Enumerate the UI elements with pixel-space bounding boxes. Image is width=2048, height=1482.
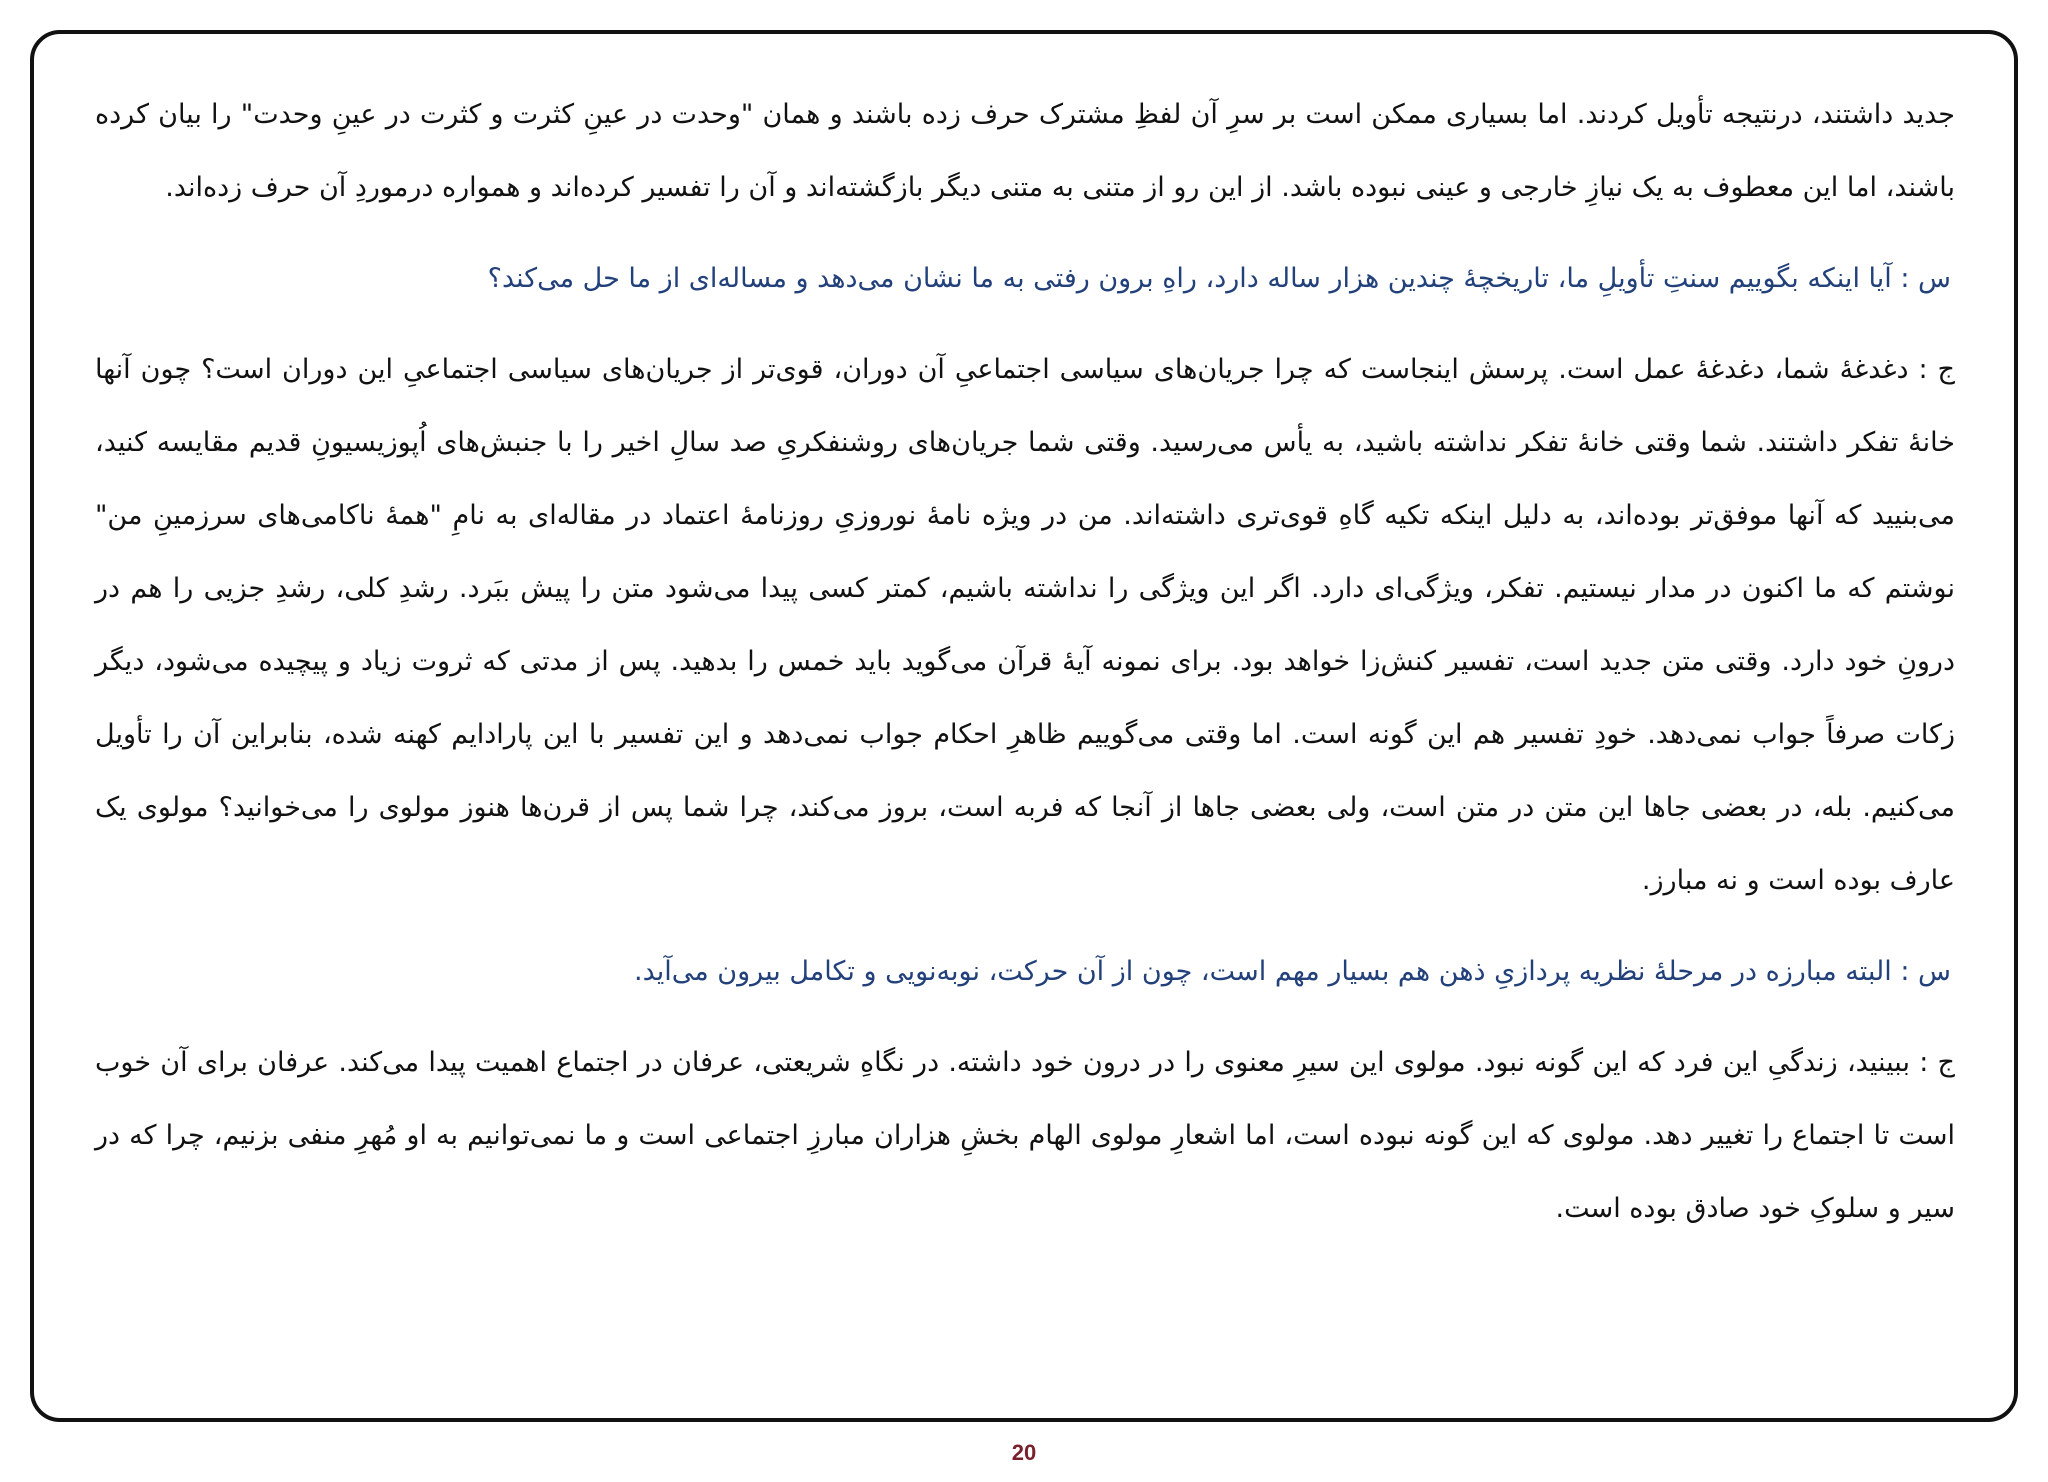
answer-paragraph-3: ج : ببینید، زندگیِ این فرد که این گونه نبود. مولوی این سیرِ معنوی را در درون خود داشته. در نگاهِ شریعتی، عرفان در اجتماع اهمیت پیدا می‌کند. عرفان برای آن خوب است تا اجتماع را تغییر دهد. مولوی که این گونه نبوده است، اما اشعارِ مولوی الهام بخشِ هزاران مبارزِ اجتماعی است و ما نمی‌توانیم به او مُهرِ منفی بزنیم، چرا که در سیر و سلوکِ خود صادق بوده است. <box>95 1047 1955 1224</box>
answer-paragraph-2: ج : دغدغهٔ شما، دغدغهٔ عمل است. پرسش اینجاست که چرا جریان‌های سیاسی اجتماعیِ آن دوران، قوی‌تر از جریان‌های سیاسی اجتماعیِ این دوران است؟ چون آنها خانهٔ تفکر داشتند. شما وقتی خانهٔ تفکر نداشته باشید، به یأس می‌رسید. وقتی شما جریان‌های روشنفکریِ صد سالِ اخیر را با جنبش‌های اُپوزیسیونِ قدیم مقایسه کنید، می‌بنیید که آنها موفق‌تر بوده‌اند، به دلیل اینکه تکیه گاهِ قوی‌تری داشته‌اند. من در ویژه نامهٔ نوروزیِ روزنامهٔ اعتماد در مقاله‌ای به نامِ "همهٔ ناکامی‌های سرزمینِ من" نوشتم که ما اکنون در مدار نیستیم. تفکر، ویژگی‌ای دارد. اگر این ویژگی را نداشته باشیم، کمتر کسی پیدا می‌شود متن را پیش ببَرد. رشدِ کلی، رشدِ جزیی را هم در درونِ خود دارد. وقتی متن جدید است، تفسیر کنش‌زا خواهد بود. برای نمونه آیهٔ قرآن می‌گوید باید خمس را بدهید. پس از مدتی که ثروت زیاد و پیچیده می‌شود، دیگر زکات صرفاً جواب نمی‌دهد. خودِ تفسیر هم این گونه است. اما وقتی می‌گوییم ظاهرِ احکام جواب نمی‌دهد و این تفسیر با این پارادایم کهنه شده، بنابراین آن را تأویل می‌کنیم. بله، در بعضی جاها این متن در متن است، ولی بعضی جاها از آنجا که فربه است، بروز می‌کند، چرا شما پس از قرن‌ها هنوز مولوی را می‌خوانید؟ مولوی یک عارف بوده است و نه مبارز. <box>95 354 1955 896</box>
answer-paragraph-1: جدید داشتند، درنتیجه تأویل کردند. اما بسیاری ممکن است بر سرِ آن لفظِ مشترک حرف زده باشند و همان "وحدت در عینِ کثرت و کثرت در عینِ وحدت" را بیان کرده باشند، اما این معطوف به یک نیازِ خارجی و عینی نبوده باشد. از این رو از متنی به متنی دیگر بازگشته‌اند و آن را تفسیر کرده‌اند و همواره درموردِ آن حرف زده‌اند. <box>95 99 1955 203</box>
question-paragraph-1: س : آیا اینکه بگوییم سنتِ تأویلِ ما، تاریخچهٔ چندین هزار ساله دارد، راهِ برون رفتی به ما نشان می‌دهد و مساله‌ای از ما حل می‌کند؟ <box>487 263 1951 294</box>
question-paragraph-2: س : البته مبارزه در مرحلهٔ نظریه پردازیِ ذهن هم بسیار مهم است، چون از آن حرکت، نوبه‌نویی و تکامل بیرون می‌آید. <box>633 956 1951 987</box>
page-number: 20 <box>1011 1440 1037 1465</box>
interview-text <box>95 78 1955 1245</box>
